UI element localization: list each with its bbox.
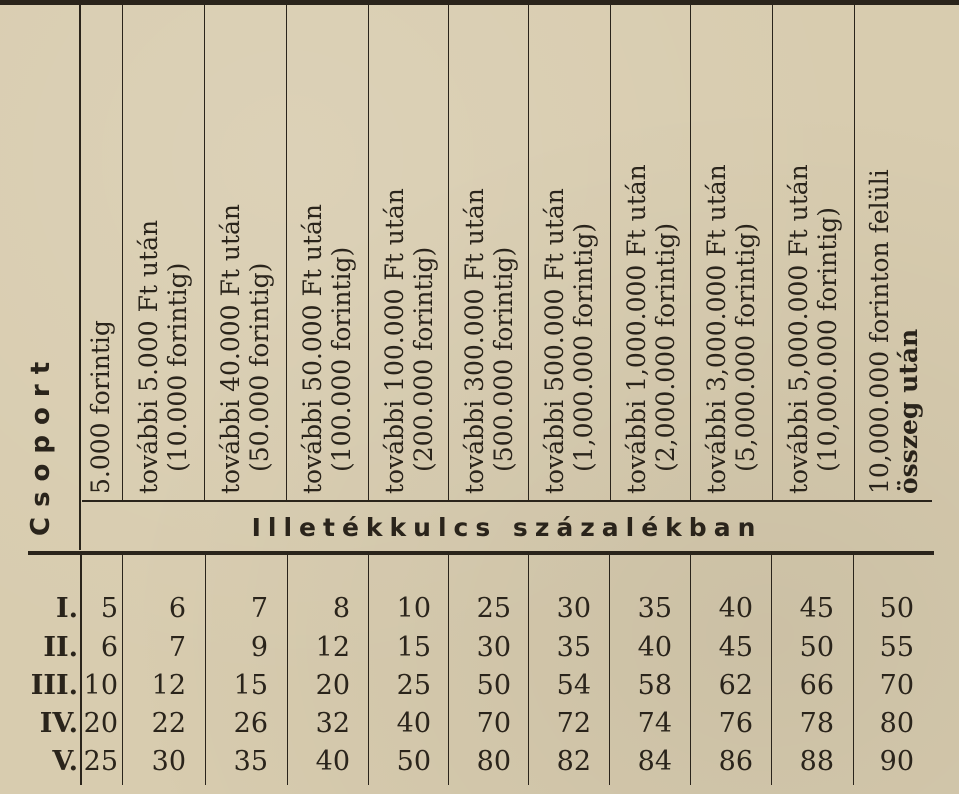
column-header-6-line2: (500.000 forintig): [489, 246, 518, 472]
table-cell: 78: [799, 708, 834, 739]
table-cell: 40: [718, 593, 753, 624]
table-cell: 20: [83, 708, 118, 739]
table-cell: 50: [396, 746, 431, 777]
column-header-3: [206, 8, 286, 500]
table-cell: 8: [332, 593, 350, 624]
table-cell: 86: [718, 746, 753, 777]
column-header-6: [450, 8, 530, 500]
csoport-label: Csoport: [26, 351, 56, 536]
table-row: [0, 744, 959, 780]
table-cell: 6: [168, 593, 186, 624]
table-cell: 7: [250, 593, 268, 624]
table-cell: 80: [476, 746, 511, 777]
column-header-10-line1: további 5,000.000 Ft után: [784, 164, 813, 494]
table-row: [0, 630, 959, 666]
table-cell: 50: [879, 593, 914, 624]
column-header-6-line1: további 300.000 Ft után: [460, 188, 489, 494]
table-cell: 90: [879, 746, 914, 777]
table-cell: 50: [799, 632, 834, 663]
column-header-2-line1: további 5.000 Ft után: [134, 219, 163, 494]
table-cell: 25: [476, 593, 511, 624]
table-cell: 88: [799, 746, 834, 777]
table-cell: 40: [396, 708, 431, 739]
column-header-9: [692, 8, 772, 500]
table-cell: 10: [396, 593, 431, 624]
header-divider: [204, 5, 205, 500]
column-header-8-line2: (2,000.000 forintig): [651, 222, 680, 472]
table-row: [0, 668, 959, 704]
column-header-4-line2: (100.000 forintig): [327, 246, 356, 472]
table-cell: 50: [476, 670, 511, 701]
column-header-5-line2: (200.000 forintig): [409, 246, 438, 472]
column-header-9-line2: (5,000.000 forintig): [731, 222, 760, 472]
table-cell: 15: [396, 632, 431, 663]
table-cell: 25: [83, 746, 118, 777]
header-bottom-rule: [82, 500, 932, 502]
subheader-percent: Illetékkulcs százalékban: [251, 513, 763, 542]
column-header-3-line2: (50.000 forintig): [245, 262, 274, 472]
table-cell: 80: [879, 708, 914, 739]
table-cell: 30: [556, 593, 591, 624]
table-cell: 15: [233, 670, 268, 701]
row-group-label: V.: [52, 746, 78, 777]
header-divider: [79, 5, 81, 550]
table-cell: 7: [168, 632, 186, 663]
column-header-7-line1: további 500.000 Ft után: [540, 188, 569, 494]
table-cell: 74: [637, 708, 672, 739]
header-divider: [690, 5, 691, 500]
table-cell: 55: [879, 632, 914, 663]
table-cell: 9: [250, 632, 268, 663]
table-cell: 5: [100, 593, 118, 624]
table-cell: 20: [315, 670, 350, 701]
table-cell: 54: [556, 670, 591, 701]
column-header-8: [612, 8, 692, 500]
column-header-2: [124, 8, 204, 500]
table-cell: 40: [315, 746, 350, 777]
table-cell: 40: [637, 632, 672, 663]
header-divider: [448, 5, 449, 500]
column-header-1: [82, 8, 122, 500]
table-cell: 25: [396, 670, 431, 701]
table-cell: 70: [879, 670, 914, 701]
body-top-rule: [28, 551, 934, 555]
column-header-10-line2: (10,000.000 forintig): [813, 207, 842, 472]
column-header-9-line1: további 3,000.000 Ft után: [702, 164, 731, 494]
header-divider: [610, 5, 611, 500]
header-divider: [528, 5, 529, 500]
table-cell: 10: [83, 670, 118, 701]
column-header-11-line1: 10,000.000 forinton felüli: [865, 169, 894, 494]
header-divider: [772, 5, 773, 500]
table-cell: 35: [556, 632, 591, 663]
column-header-2-line2: (10.000 forintig): [163, 262, 192, 472]
table-cell: 30: [151, 746, 186, 777]
table-cell: 35: [637, 593, 672, 624]
column-header-5-line1: további 100.000 Ft után: [380, 188, 409, 494]
row-group-label: I.: [55, 593, 78, 624]
header-divider: [854, 5, 855, 500]
column-header-4: [288, 8, 368, 500]
column-header-7-line2: (1,000.000 forintig): [569, 222, 598, 472]
table-cell: 12: [151, 670, 186, 701]
table-cell: 58: [637, 670, 672, 701]
table-cell: 45: [718, 632, 753, 663]
table-cell: 30: [476, 632, 511, 663]
column-header-7: [530, 8, 610, 500]
csoport-header: [10, 310, 70, 540]
row-group-label: III.: [30, 670, 78, 701]
header-divider: [122, 5, 123, 500]
column-header-8-line1: további 1,000.000 Ft után: [622, 164, 651, 494]
table-cell: 35: [233, 746, 268, 777]
table-cell: 72: [556, 708, 591, 739]
table-cell: 45: [799, 593, 834, 624]
header-divider: [368, 5, 369, 500]
column-header-4-line1: további 50.000 Ft után: [298, 204, 327, 494]
column-header-3-line1: további 40.000 Ft után: [216, 204, 245, 494]
top-rule: [0, 0, 959, 5]
table-cell: 26: [233, 708, 268, 739]
table-cell: 76: [718, 708, 753, 739]
column-header-5: [370, 8, 450, 500]
column-header-11-line2: összeg után: [894, 328, 923, 494]
table-cell: 22: [151, 708, 186, 739]
column-header-11: [856, 8, 934, 500]
row-group-label: II.: [43, 632, 78, 663]
column-header-1-line1: 5.000 forintig: [86, 320, 115, 494]
table-cell: 62: [718, 670, 753, 701]
header-divider: [286, 5, 287, 500]
row-group-label: IV.: [39, 708, 78, 739]
table-cell: 32: [315, 708, 350, 739]
table-cell: 70: [476, 708, 511, 739]
column-header-10: [774, 8, 854, 500]
table-cell: 66: [799, 670, 834, 701]
table-cell: 12: [315, 632, 350, 663]
table-row: [0, 706, 959, 742]
table-cell: 82: [556, 746, 591, 777]
table-row: [0, 591, 959, 627]
table-cell: 84: [637, 746, 672, 777]
table-cell: 6: [100, 632, 118, 663]
